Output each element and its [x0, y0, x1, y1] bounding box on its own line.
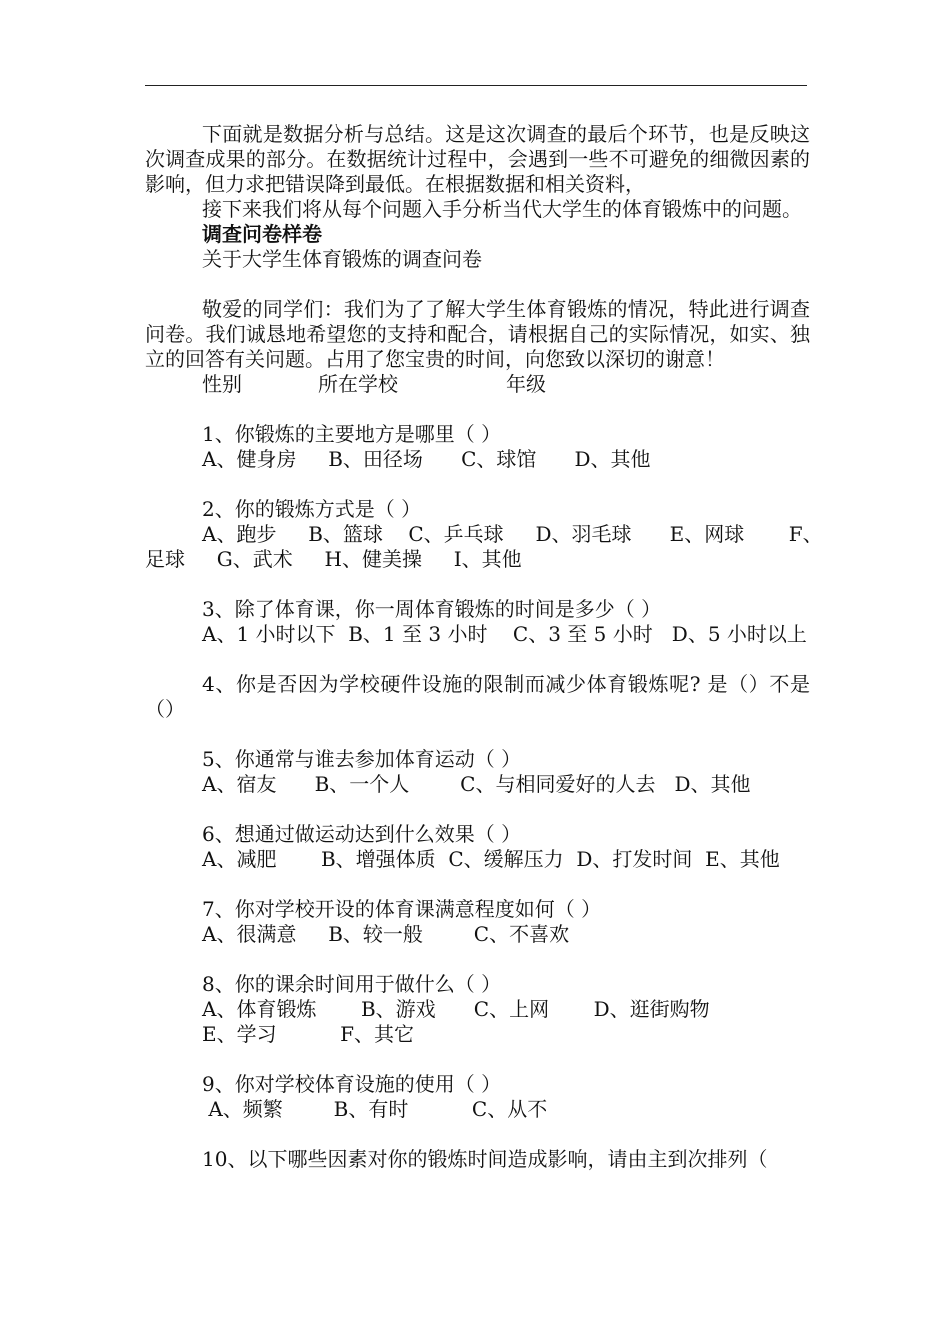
question-5: 5、你通常与谁去参加体育运动（ ）: [202, 747, 522, 771]
option-line: E、学习 F、其它: [202, 1022, 415, 1046]
spacer: [145, 872, 810, 897]
question-5-options: [145, 772, 810, 797]
survey-title: 关于大学生体育锻炼的调查问卷: [202, 247, 482, 271]
respondent-fields: [145, 372, 810, 397]
question-8: 8、你的课余时间用于做什么（ ）: [202, 972, 502, 996]
document-body: [145, 122, 823, 1172]
sample-heading: 调查问卷样卷: [202, 222, 322, 246]
gender-field-label: 性别: [202, 372, 242, 396]
intro-paragraph-1: 下面就是数据分析与总结。这是这次调查的最后个环节，也是反映这次调查成果的部分。在数据统计过程中，会遇到一些不可避免的细微因素的影响，但力求把错误降到最低。在根据数据和相关资料，: [145, 122, 810, 196]
option-line: A、很满意 B、较一般 C、不喜欢: [202, 922, 570, 946]
question-1: 1、你锻炼的主要地方是哪里（ ）: [202, 422, 502, 446]
question-2-options: [145, 522, 823, 547]
question-3: 3、除了体育课，你一周体育锻炼的时间是多少（ ）: [202, 597, 662, 621]
option-line: A、健身房 B、田径场 C、球馆 D、其他: [202, 447, 651, 471]
question-2: 2、你的锻炼方式是（ ）: [202, 497, 422, 521]
header-rule: [145, 85, 807, 86]
question-3-options: [145, 622, 810, 647]
option-line: A、跑步 B、篮球 C、乒乓球 D、羽毛球 E、网球 F、: [202, 522, 823, 546]
question-2-options: [145, 547, 810, 572]
spacer: [145, 1122, 810, 1147]
spacer: [145, 472, 810, 497]
question-9-options: [145, 1097, 810, 1122]
school-field-label: 所在学校: [318, 372, 398, 396]
greeting-paragraph: 敬爱的同学们：我们为了了解大学生体育锻炼的情况，特此进行调查问卷。我们诚恳地希望您的支持和配合，请根据自己的实际情况，如实、独立的回答有关问题。占用了您宝贵的时间，向您致以深切的谢意！: [145, 297, 810, 371]
question-6: 6、想通过做运动达到什么效果（ ）: [202, 822, 522, 846]
question-8-options: [145, 1022, 810, 1047]
option-line: A、减肥 B、增强体质 C、缓解压力 D、打发时间 E、其他: [202, 847, 780, 871]
question-7-options: [145, 922, 810, 947]
spacer: [145, 722, 810, 747]
option-line: A、1 小时以下 B、1 至 3 小时 C、3 至 5 小时 D、5 小时以上: [202, 622, 807, 646]
question-list: [145, 397, 823, 1172]
intro-paragraph-2: 接下来我们将从每个问题入手分析当代大学生的体育锻炼中的问题。: [202, 197, 802, 221]
question-8-options: [145, 997, 810, 1022]
grade-field-label: 年级: [506, 372, 546, 396]
question-7: 7、你对学校开设的体育课满意程度如何（ ）: [202, 897, 602, 921]
spacer: [145, 1047, 810, 1072]
question-6-options: [145, 847, 810, 872]
question-1-options: [145, 447, 810, 472]
question-9: 9、你对学校体育设施的使用（ ）: [202, 1072, 502, 1096]
option-line: A、频繁 B、有时 C、从不: [202, 1097, 548, 1121]
question-10: 10、以下哪些因素对你的锻炼时间造成影响，请由主到次排列（: [202, 1147, 768, 1171]
option-line: 足球 G、武术 H、健美操 I、其他: [145, 547, 522, 571]
option-line: A、体育锻炼 B、游戏 C、上网 D、逛街购物: [202, 997, 710, 1021]
spacer: [145, 947, 810, 972]
question-4: 4、你是否因为学校硬件设施的限制而减少体育锻炼呢? 是（）不是（）: [145, 672, 810, 721]
spacer: [145, 647, 810, 672]
spacer: [145, 572, 810, 597]
option-line: A、宿友 B、一个人 C、与相同爱好的人去 D、其他: [202, 772, 751, 796]
spacer: [145, 272, 810, 297]
spacer: [145, 797, 810, 822]
spacer: [145, 397, 810, 422]
